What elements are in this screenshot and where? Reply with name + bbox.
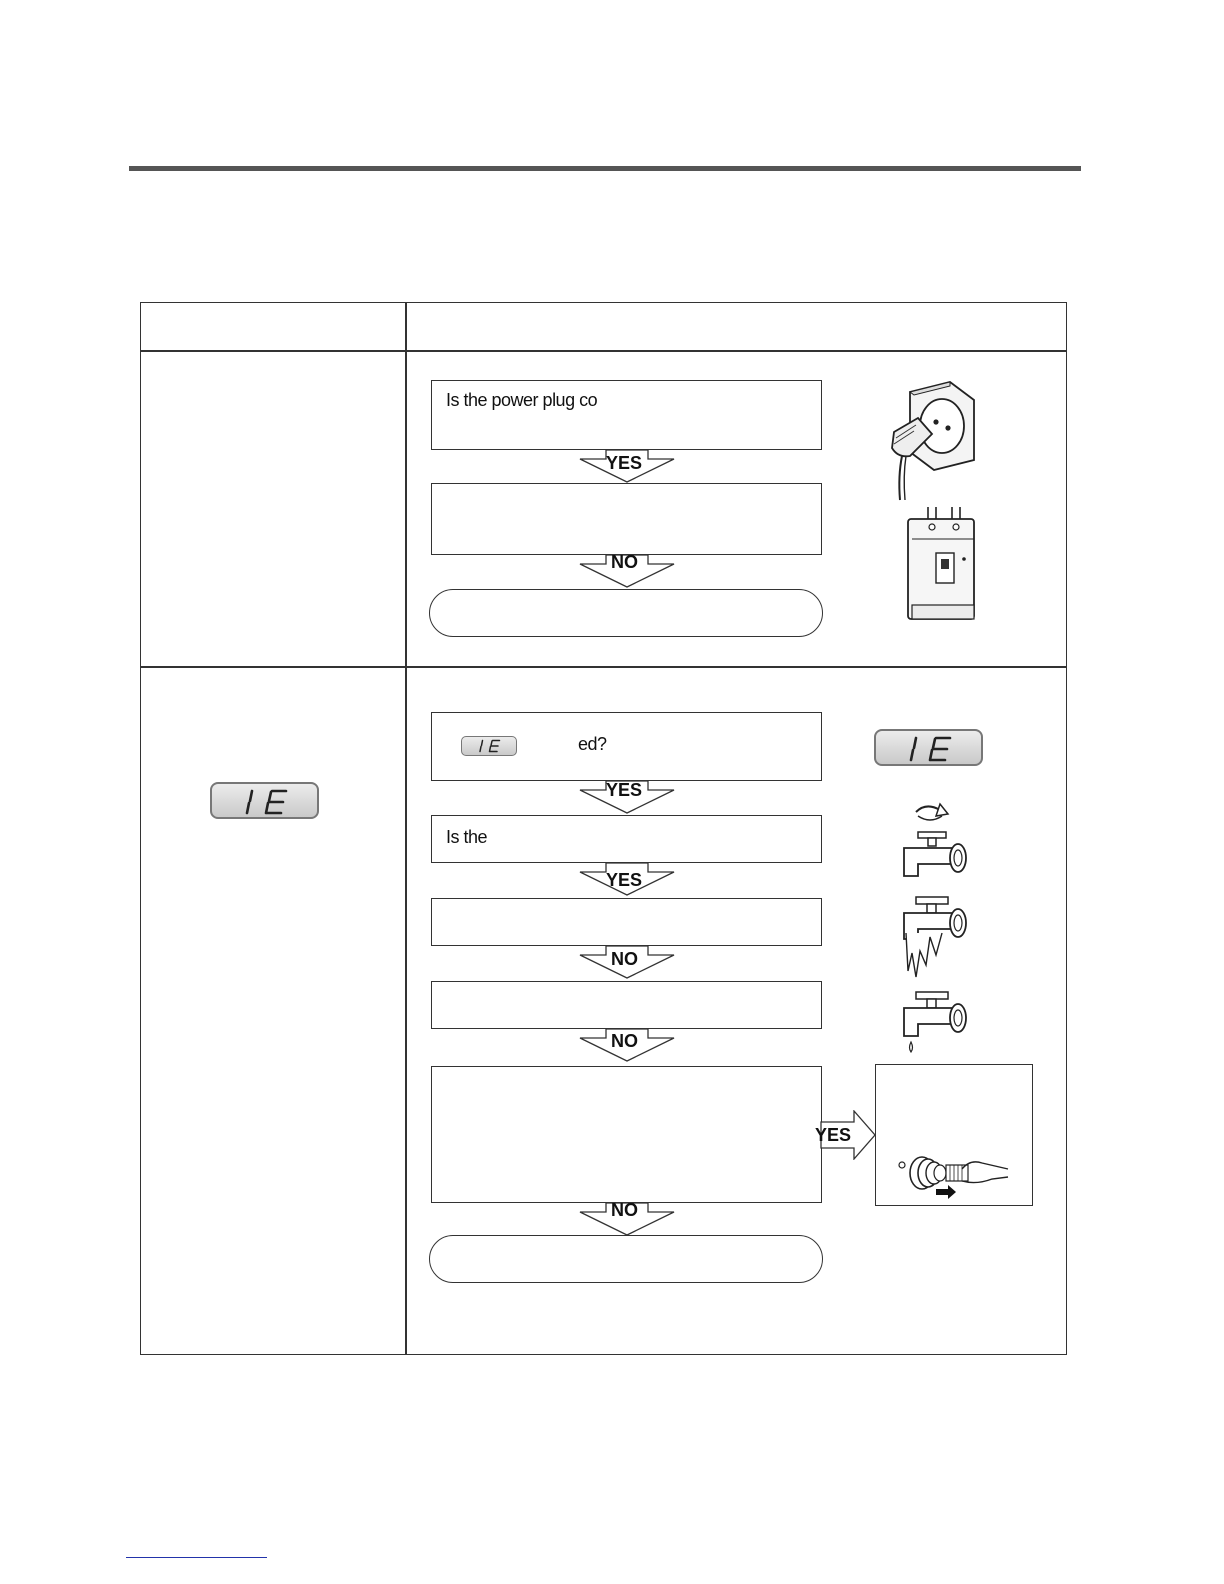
arrow-label-yes: YES: [606, 780, 643, 800]
flow-question-box: [431, 981, 822, 1029]
seven-segment-1e: [906, 735, 956, 763]
seven-segment-1e: [477, 739, 503, 753]
arrow-label-no: NO: [611, 1200, 638, 1220]
tap-question: Is the: [446, 827, 488, 847]
flow-question-box: [431, 483, 822, 555]
arrow-label-no: NO: [611, 552, 638, 572]
table-header-divider: [140, 350, 1067, 352]
inlet-filter-cleaning-icon: [896, 1145, 1014, 1203]
arrow-label-yes: YES: [815, 1125, 852, 1145]
header-rule: [129, 166, 1081, 171]
flow-result-box: [429, 1235, 823, 1283]
arrow-label-no: NO: [611, 1031, 638, 1051]
flow-question-box: [431, 815, 822, 863]
power-plug-question: Is the power plug co: [446, 390, 598, 410]
error-code-display: [874, 729, 983, 766]
flow-question-box: [431, 1066, 822, 1203]
arrow-label-yes: YES: [606, 870, 643, 890]
arrow-label-yes: YES: [606, 453, 643, 473]
power-plug-socket-icon: [880, 378, 980, 503]
footer-link-underline: [126, 1557, 267, 1558]
dripping-tap-icon: [896, 988, 976, 1058]
frozen-tap-icon: [896, 893, 976, 979]
circuit-breaker-icon: [898, 505, 982, 627]
error-display-question: ed?: [578, 734, 607, 754]
flow-question-box: [431, 380, 822, 450]
inlet-filter-illustration-frame: [875, 1064, 1033, 1206]
error-code-display-small: [461, 736, 517, 756]
seven-segment-1e: [242, 788, 292, 816]
flow-question-box: [431, 712, 822, 781]
water-tap-turn-icon: [896, 796, 976, 882]
table-row-divider: [140, 666, 1067, 668]
error-code-display: [210, 782, 319, 819]
arrow-label-no: NO: [611, 949, 638, 969]
flow-question-box: [431, 898, 822, 946]
flow-result-box: [429, 589, 823, 637]
table-column-divider: [405, 302, 407, 1355]
